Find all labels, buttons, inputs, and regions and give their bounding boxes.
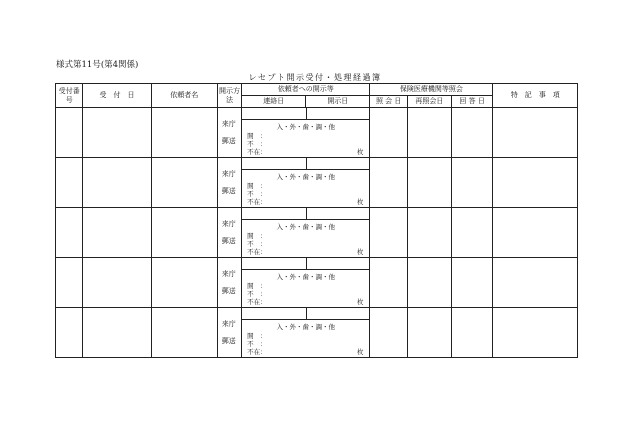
header-contact-date: 連絡日 bbox=[242, 96, 306, 108]
cell-disclosure[interactable] bbox=[242, 258, 370, 308]
sheet-unit-label: 枚 bbox=[356, 198, 364, 206]
header-receipt-date: 受 付 日 bbox=[83, 84, 151, 108]
cell-requester[interactable] bbox=[151, 258, 217, 308]
cell-receipt-no[interactable] bbox=[56, 108, 83, 158]
cell-answer-date[interactable] bbox=[451, 308, 493, 358]
method-visit-label: 来庁 bbox=[221, 169, 236, 178]
header-method: 開示方法 bbox=[217, 84, 241, 108]
cell-answer-date[interactable] bbox=[451, 208, 493, 258]
not-disclosed-count-label: 不 ： bbox=[247, 140, 267, 148]
cell-remarks[interactable] bbox=[493, 208, 578, 258]
cell-receipt-no[interactable] bbox=[56, 258, 83, 308]
cell-answer-date[interactable] bbox=[451, 258, 493, 308]
sheet-unit-label: 枚 bbox=[356, 248, 364, 256]
cell-remarks[interactable] bbox=[493, 158, 578, 208]
table-row bbox=[56, 108, 578, 158]
cell-disclosure[interactable] bbox=[242, 108, 370, 158]
cell-remarks[interactable] bbox=[493, 308, 578, 358]
cell-method[interactable] bbox=[217, 158, 241, 208]
disclosure-divider bbox=[242, 319, 369, 320]
sheet-unit-label: 枚 bbox=[356, 298, 364, 306]
form-number: 様式第11号(第4関係) bbox=[56, 60, 139, 70]
disclosed-count-label: 開 ： bbox=[247, 182, 267, 190]
category-options: 入・外・歯・調・他 bbox=[276, 223, 336, 231]
cell-disclosure[interactable] bbox=[242, 208, 370, 258]
ledger-body bbox=[56, 108, 578, 358]
contact-date-divider bbox=[306, 208, 307, 219]
absent-count-label: 不在： bbox=[247, 298, 267, 306]
table-row bbox=[56, 258, 578, 308]
absent-count-label: 不在： bbox=[247, 148, 267, 156]
absent-count-label: 不在： bbox=[247, 348, 267, 356]
cell-inquiry-date[interactable] bbox=[370, 258, 408, 308]
cell-method[interactable] bbox=[217, 208, 241, 258]
disclosure-divider bbox=[242, 219, 369, 220]
receipt-ledger-table bbox=[55, 83, 578, 358]
cell-receipt-date[interactable] bbox=[83, 208, 151, 258]
header-requester: 依頼者名 bbox=[151, 84, 217, 108]
cell-reinquiry-date[interactable] bbox=[408, 108, 452, 158]
method-mail-label: 郵送 bbox=[221, 136, 236, 145]
category-options: 入・外・歯・調・他 bbox=[276, 123, 336, 131]
disclosed-count-label: 開 ： bbox=[247, 332, 267, 340]
form-title: レセプト開示受付・処理経過簿 bbox=[248, 73, 382, 82]
not-disclosed-count-label: 不 ： bbox=[247, 290, 267, 298]
table-row bbox=[56, 158, 578, 208]
header-reinquiry-date: 再照会日 bbox=[408, 96, 452, 108]
category-options: 入・外・歯・調・他 bbox=[276, 273, 336, 281]
sheet-unit-label: 枚 bbox=[356, 148, 364, 156]
disclosure-divider bbox=[242, 169, 369, 170]
cell-inquiry-date[interactable] bbox=[370, 108, 408, 158]
header-answer-date: 回 答 日 bbox=[451, 96, 493, 108]
cell-inquiry-date[interactable] bbox=[370, 308, 408, 358]
cell-requester[interactable] bbox=[151, 308, 217, 358]
disclosed-count-label: 開 ： bbox=[247, 232, 267, 240]
cell-remarks[interactable] bbox=[493, 108, 578, 158]
cell-receipt-date[interactable] bbox=[83, 108, 151, 158]
cell-disclosure[interactable] bbox=[242, 308, 370, 358]
method-mail-label: 郵送 bbox=[221, 286, 236, 295]
cell-reinquiry-date[interactable] bbox=[408, 258, 452, 308]
header-disclosure-date: 開示日 bbox=[306, 96, 370, 108]
header-receipt-no: 受付番号 bbox=[56, 84, 83, 108]
not-disclosed-count-label: 不 ： bbox=[247, 190, 267, 198]
cell-receipt-no[interactable] bbox=[56, 308, 83, 358]
method-visit-label: 来庁 bbox=[221, 219, 236, 228]
cell-answer-date[interactable] bbox=[451, 158, 493, 208]
cell-requester[interactable] bbox=[151, 208, 217, 258]
not-disclosed-count-label: 不 ： bbox=[247, 340, 267, 348]
disclosure-divider bbox=[242, 119, 369, 120]
not-disclosed-count-label: 不 ： bbox=[247, 240, 267, 248]
cell-reinquiry-date[interactable] bbox=[408, 208, 452, 258]
table-row bbox=[56, 208, 578, 258]
category-options: 入・外・歯・調・他 bbox=[276, 173, 336, 181]
header-disclosure-group: 依頼者への開示等 bbox=[242, 84, 370, 96]
contact-date-divider bbox=[306, 158, 307, 169]
cell-method[interactable] bbox=[217, 108, 241, 158]
cell-receipt-no[interactable] bbox=[56, 208, 83, 258]
cell-remarks[interactable] bbox=[493, 258, 578, 308]
table-row bbox=[56, 308, 578, 358]
disclosure-divider bbox=[242, 269, 369, 270]
cell-inquiry-date[interactable] bbox=[370, 158, 408, 208]
cell-receipt-date[interactable] bbox=[83, 308, 151, 358]
cell-receipt-date[interactable] bbox=[83, 258, 151, 308]
header-remarks: 特 記 事 項 bbox=[493, 84, 578, 108]
method-mail-label: 郵送 bbox=[221, 336, 236, 345]
cell-reinquiry-date[interactable] bbox=[408, 308, 452, 358]
cell-method[interactable] bbox=[217, 258, 241, 308]
cell-disclosure[interactable] bbox=[242, 158, 370, 208]
method-visit-label: 来庁 bbox=[221, 119, 236, 128]
cell-receipt-no[interactable] bbox=[56, 158, 83, 208]
cell-requester[interactable] bbox=[151, 158, 217, 208]
cell-reinquiry-date[interactable] bbox=[408, 158, 452, 208]
absent-count-label: 不在： bbox=[247, 248, 267, 256]
absent-count-label: 不在： bbox=[247, 198, 267, 206]
contact-date-divider bbox=[306, 308, 307, 319]
contact-date-divider bbox=[306, 258, 307, 269]
cell-requester[interactable] bbox=[151, 108, 217, 158]
category-options: 入・外・歯・調・他 bbox=[276, 323, 336, 331]
method-mail-label: 郵送 bbox=[221, 236, 236, 245]
contact-date-divider bbox=[306, 108, 307, 119]
cell-inquiry-date[interactable] bbox=[370, 208, 408, 258]
disclosed-count-label: 開 ： bbox=[247, 132, 267, 140]
cell-receipt-date[interactable] bbox=[83, 158, 151, 208]
method-visit-label: 来庁 bbox=[221, 269, 236, 278]
cell-method[interactable] bbox=[217, 308, 241, 358]
header-inquiry-group: 保険医療機関等照会 bbox=[370, 84, 493, 96]
method-mail-label: 郵送 bbox=[221, 186, 236, 195]
method-visit-label: 来庁 bbox=[221, 319, 236, 328]
header-inquiry-date: 照 会 日 bbox=[370, 96, 408, 108]
sheet-unit-label: 枚 bbox=[356, 348, 364, 356]
cell-answer-date[interactable] bbox=[451, 108, 493, 158]
disclosed-count-label: 開 ： bbox=[247, 282, 267, 290]
